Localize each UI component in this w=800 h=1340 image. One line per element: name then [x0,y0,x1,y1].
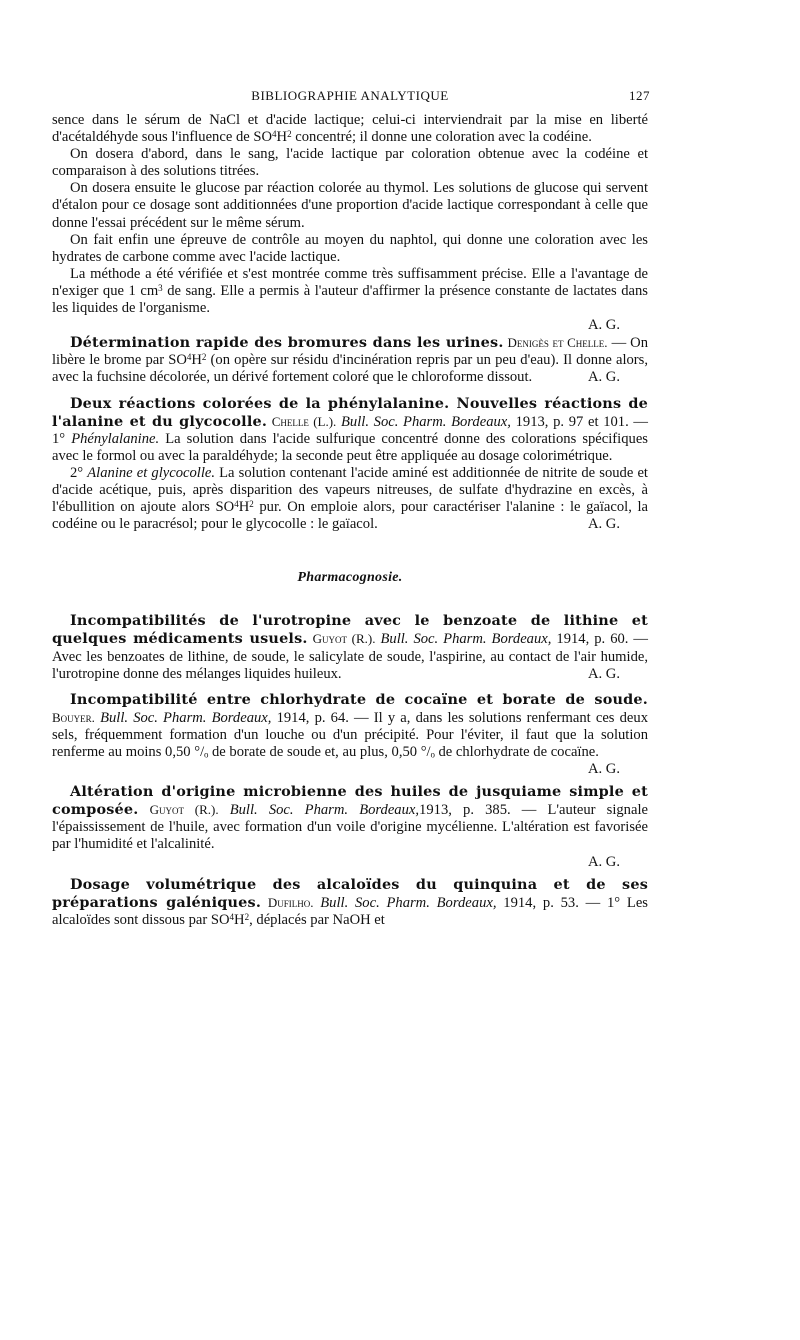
running-header [52,88,648,110]
running-title: BIBLIOGRAPHIE ANALYTIQUE [251,88,449,103]
entry-title: Incompatibilités de l'urotropine avec le benzoate de lithine et quelques médicaments usuels. [52,612,648,648]
entry-phenylalanine: Deux réactions colorées de la phénylalanine. Nouvelles réactions de l'alanine et du glycocolle. Chelle (L.). Bull. Soc. Pharm. Bordeaux, 1913, p. 97 et 101. — 1° Phénylalanine. La solution dans l'acide sulfurique concentré donne des colorations spécifiques avec le formol ou avec la paraldéhyde; la seconde peut être appliquée au dosage colorimétrique. [52,394,649,464]
entry-jusquiame: Altération d'origine microbienne des huiles de jusquiame simple et composée. Guyot (R.). Bull. Soc. Pharm. Bordeaux,1913, p. 385. — L'auteur signale l'épaississement de l'huile, avec formation d'un voile d'origine mycélienne. L'altération est favorisée par l'humidité et l'alcalinité. [52,783,648,853]
paragraph: 2° Alanine et glycocolle. La solution contenant l'acide aminé est additionnée de nitrite de soude et d'acide acétique, puis, après disparition des vapeurs nitreuses, de sulfate d'hydrazine en excès, à l'ébullition on ajoute alors $SO^4H^2$ pur. On emploie alors, pour caractériser l'alanine : le gaïacol, la codéine ou le paracrésol; pour le glycocolle : le gaïacol. A. G. [52,464,648,533]
entry-cocaine: Incompatibilité entre chlorhydrate de cocaïne et borate de soude. Bouyer. Bull. Soc. Pharm. Bordeaux, 1914, p. 64. — Il y a, dans les solutions renfermant ces deux sels, fréquemment formation d'un louche ou d'un précipité. Pour l'éviter, il faut que la solution renferme au moins 0,50 °/ₒ de borate de soude et, au plus, 0,50 °/ₒ de chlorhydrate de cocaïne. [52,690,648,760]
entry-title: Incompatibilité entre chlorhydrate de cocaïne et borate de soude. [70,690,648,708]
entry-author: Guyot (R.). [312,631,376,647]
entry-author: Bouyer. [52,709,95,725]
signature: A. G. [587,369,620,386]
entry-title: Altération d'origine microbienne des huiles de jusquiame simple et composée. [52,783,648,819]
section-heading: Pharmacognosie. [297,570,403,586]
paragraph: On dosera d'abord, dans le sang, l'acide lactique par coloration obtenue avec la codéine et comparaison à des solutions titrées. [52,146,648,180]
document-page [52,88,648,1328]
journal: Bull. Soc. Pharm. Bordeaux, [100,709,272,726]
journal: Bull. Soc. Pharm. Bordeaux, [229,802,420,819]
entry-quinquina: Dosage volumétrique des alcaloïdes du quinquina et de ses préparations galéniques. Dufilho. Bull. Soc. Pharm. Bordeaux, 1914, p. 53. — 1° Les alcaloïdes sont dissous par $SO^4H^2$, déplacés par NaOH et [52,875,648,928]
signature: A. G. [587,761,620,778]
paragraph: sence dans le sérum de NaCl et d'acide lactique; celui-ci interviendrait par la mise en liberté d'acétaldéhyde sous l'influence de $SO^4H^2$ concentré; il donne une coloration avec la codéine. [52,112,648,146]
entry-title: Détermination rapide des bromures dans les urines. [70,334,504,352]
paragraph: On dosera ensuite le glucose par réaction colorée au thymol. Les solutions de glucose qui servent d'étalon pour ce dosage sont additionnées d'une proportion d'acide lactique correspondant à celle que donne l'essai précédent sur le même sérum. [52,180,648,231]
signature: A. G. [587,665,620,682]
page-number: 127 [629,88,650,103]
signature: A. G. [587,516,620,533]
entry-urotropine: Incompatibilités de l'urotropine avec le benzoate de lithine et quelques médicaments usuels. Guyot (R.). Bull. Soc. Pharm. Bordeaux, 1914, p. 60. — Avec les benzoates de lithine, de soude, le salicylate de soude, l'aspirine, au contact de l'air humide, l'urotropine donne des mélanges liquides huileux. A. G. [52,612,649,682]
paragraph: La méthode a été vérifiée et s'est montrée comme très suffisamment précise. Elle a l'avantage de n'exiger que 1 $cm^3$ de sang. Elle a permis à l'auteur d'affirmer la présence constante de lactates dans les liquides de l'organisme. [52,265,648,317]
entry-author: Chelle (L.). [271,413,337,429]
page-body [52,112,648,929]
signature: A. G. [587,317,620,334]
journal: Bull. Soc. Pharm. Bordeaux, [341,413,511,430]
entry-author: Dufilho. [267,894,314,910]
entry-author: Guyot (R.). [149,802,219,818]
entry-bromures: Détermination rapide des bromures dans les urines. Denigès et Chelle. — On libère le brome par $SO^4H^2$ (on opère sur résidu d'incinération repris par un peu d'eau). Il donne alors, avec la fuchsine décolorée, un dérivé fortement coloré que le chloroforme dissout. A. G. [52,334,648,386]
journal: Bull. Soc. Pharm. Bordeaux, [380,631,552,648]
signature: A. G. [587,853,620,870]
entry-authors: Denigès et Chelle. [507,335,608,351]
journal: Bull. Soc. Pharm. Bordeaux, [320,894,497,911]
entry-title: Dosage volumétrique des alcaloïdes du quinquina et de ses préparations galéniques. [52,875,648,911]
entry-title: Deux réactions colorées de la phénylalanine. Nouvelles réactions de l'alanine et du glycocolle. [52,394,648,430]
paragraph: On fait enfin une épreuve de contrôle au moyen du naphtol, qui donne une coloration avec les hydrates de carbone comme avec l'acide lactique. [52,231,648,265]
